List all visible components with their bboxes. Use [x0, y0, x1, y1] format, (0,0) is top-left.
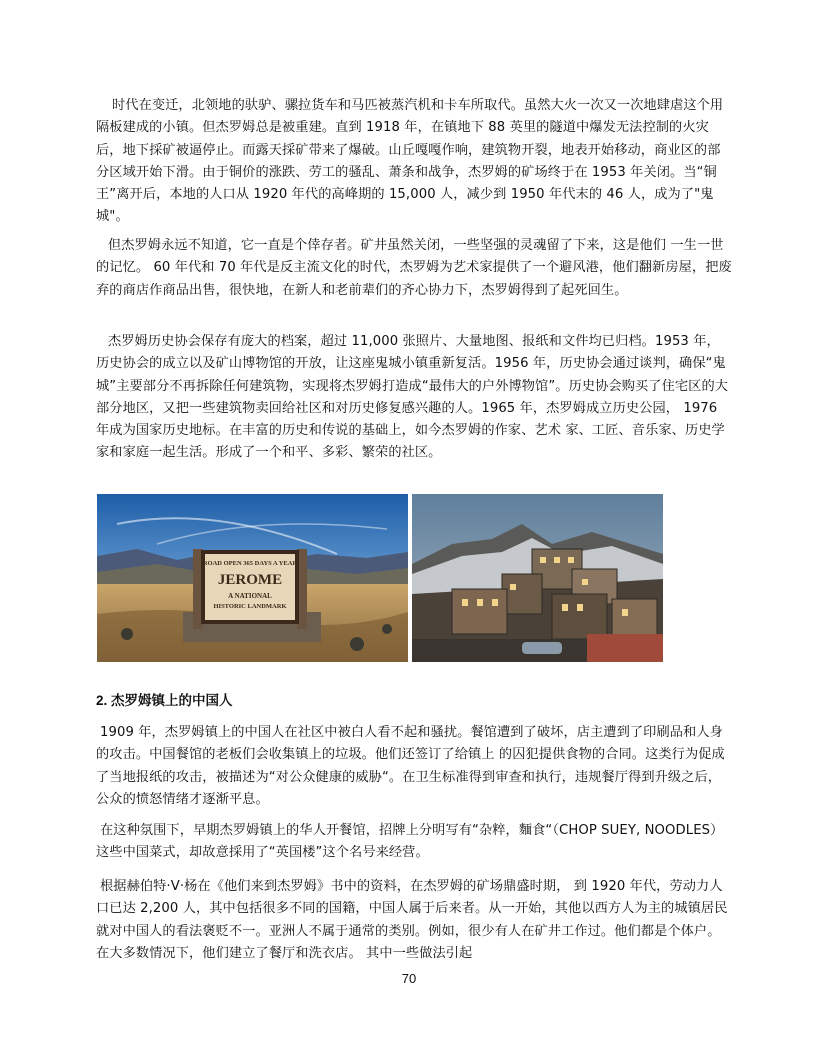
sign-line-3: A NATIONAL — [228, 592, 272, 600]
paragraph-survivor: 但杰罗姆永远不知道，它一直是个倖存者。矿井虽然关闭，一些坚强的灵魂留了下来，这是他们 一生一世的记忆。 60 年代和 70 年代是反主流文化的时代，杰罗姆为艺术家提供了一个避风港，他们翻新房屋，把废弃的商店作商品出售，很快地，在新人和老前辈们的齐心协力下，杰罗姆得到了起死回生。 — [96, 238, 732, 298]
jerome-town-photo — [412, 494, 663, 662]
paragraph-chinese-harassment: 1909 年，杰罗姆镇上的中国人在社区中被白人看不起和骚扰。餐馆遭到了破坏，店主遭到了印刷品和人身的攻击。中国餐馆的老板们会收集镇上的垃圾。他们还签订了给镇上 的囚犯提供食物的合同。这类行为促成了当地报纸的攻击，被描述为“对公众健康的威胁“。在卫生标准得到审查和执行，违规餐厅得到升级之后，公众的愤怒情绪才逐渐平息。 — [96, 725, 725, 807]
paragraph-history-fires: 时代在变迁，北领地的驮驴、骡拉货车和马匹被蒸汽机和卡车所取代。虽然大火一次又一次地肆虐这个用隔板建成的小镇。但杰罗姆总是被重建。直到 1918 年，在镇地下 88 英里的隧道中爆发无法控制的火灾后，地下採矿被逼停止。而露天採矿带来了爆破。山丘嘎嘎作响，建筑物开裂，地表开始移动，商业区的部分区域开始下滑。由于铜价的涨跌、劳工的骚乱、萧条和战争，杰罗姆的矿场终于在 1953 年关闭。当“铜王”离开后，本地的人口从 1920 年代的高峰期的 15,000 人，减少到 1950 年代末的 46 人，成为了"鬼城"。 — [96, 98, 724, 225]
page-number: 70 — [401, 971, 417, 986]
paragraph-historical-society: 杰罗姆历史协会保存有庞大的档案，超过 11,000 张照片、大量地图、报纸和文件均已归档。1953 年，历史协会的成立以及矿山博物馆的开放，让这座鬼城小镇重新复活。1956 年，历史协会通过谈判，确保“鬼城”主要部分不再拆除任何建筑物，实现将杰罗姆打造成“最伟大的户外博物馆”。历史协会购买了住宅区的大部分地区，又把一些建筑物卖回给社区和对历史修复感兴趣的人。1965 年，杰罗姆成立历史公园， 1976 年成为国家历史地标。在丰富的历史和传说的基础上，如今杰罗姆的作家、艺术 家、工匠、音乐家、历史学家和家庭一起生活。形成了一个和平、多彩、繁荣的社区。 — [96, 334, 729, 461]
paragraph-labor-population: 根据赫伯特·V·杨在《他们来到杰罗姆》书中的资料，在杰罗姆的矿场鼎盛时期， 到 1920 年代，劳动力人口已达 2,200 人，其中包括很多不同的国籍，中国人属于后来者。从一开始，其他以西方人为主的城镇居民就对中国人的看法褒贬不一。亚洲人不属于通常的类别。例如，很少有人在矿井工作过。他们都是个体户。在大多数情况下，他们建立了餐厅和洗衣店。 其中一些做法引起 — [96, 879, 728, 961]
sign-line-1: ROAD OPEN 365 DAYS A YEAR — [202, 560, 298, 567]
sign-line-4: HISTORIC LANDMARK — [213, 603, 287, 610]
section-heading: 2. 杰罗姆镇上的中国人 — [96, 693, 233, 708]
sign-line-2: JEROME — [217, 572, 283, 588]
jerome-sign-photo — [97, 494, 408, 662]
paragraph-english-kitchen: 在这种氛围下，早期杰罗姆镇上的华人开餐馆，招牌上分明写有“杂粹，麵食“（CHOP SUEY, NOODLES）这些中国菜式，却故意採用了“英国楼”这个名号来经营。 — [96, 823, 724, 861]
